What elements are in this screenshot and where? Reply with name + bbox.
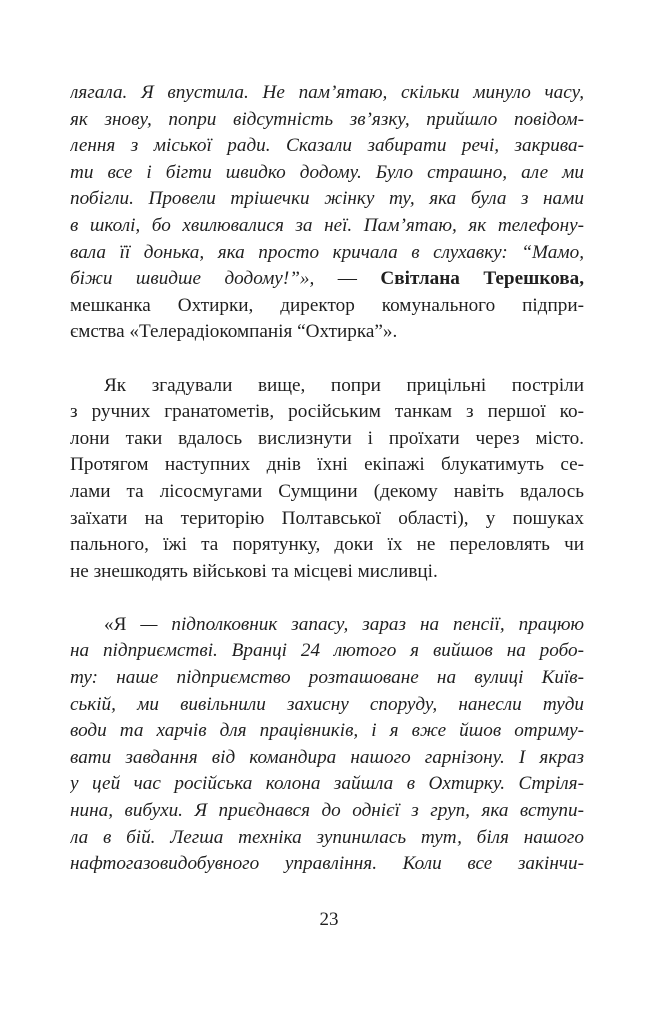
quote-paragraph-1 [70,80,584,346]
speaker-name: Світлана Терешкова, [380,268,584,290]
text-line: вала її донька, яка просто кричала в слухавку: “Мамо, [70,241,584,263]
speaker-description: мешканка Охтирки, директор комунального підпри- [70,294,584,316]
text-line: ти все і бігти швидко додому. Було страшно, але ми [70,161,584,183]
text-line: у цей час російська колона зайшла в Охтирку. Стріля- [70,773,584,795]
text-line: як знову, попри відсутність зв’язку, прийшло повідом- [70,108,584,130]
text-line: Протягом наступних днів їхні екіпажі блукатимуть се- [70,454,584,476]
page-body [70,80,584,878]
text-line: в школі, бо хвилювалися за неї. Пам’ятаю, як телефону- [70,214,584,236]
page-number: 23 [319,909,339,930]
attribution-line [70,266,584,293]
speaker-description: ємства «Телерадіокомпанія “Охтирка”». [70,321,398,343]
text-line: нафтогазовидобувного управління. Коли все закінчи- [70,853,584,875]
text-line: лення з міської ради. Сказали забирати речі, закрива- [70,135,584,157]
text-line: ла в бій. Легша техніка зупинилась тут, біля нашого [70,826,584,848]
text-line: ту: наше підприємство розташоване на вулиці Київ- [70,667,584,689]
text-line: вати завдання від командира нашого гарнізону. І якраз [70,746,584,768]
quote-ending: біжи швидше додому!”», [70,268,315,290]
quote-text: — підполковник запасу, зараз на пенсії, працюю [126,613,584,635]
opening-quote: «Я [104,613,127,635]
text-line: не знешкодять військові та місцеві мисливці. [70,560,438,582]
text-line: нина, вибухи. Я приєднався до однієї з груп, яка вступи- [70,800,584,822]
narrative-paragraph [70,373,584,586]
text-line: побігли. Провели трішечки жінку ту, яка була з нами [70,188,584,210]
text-line: лони таки вдалось вислизнути і проїхати через місто. [70,427,584,449]
text-line [70,612,584,639]
text-line: на підприємстві. Вранці 24 лютого я вийшов на робо- [70,640,584,662]
em-dash: — [314,268,381,290]
quote-paragraph-2 [70,612,584,878]
text-line: заїхати на територію Полтавської області), у пошуках [70,507,584,529]
text-line: Як згадували вище, попри прицільні постріли [104,374,584,396]
text-line: лягала. Я впустила. Не пам’ятаю, скільки минуло часу, [70,82,584,103]
paragraph-gap [70,585,584,612]
text-line: з ручних гранатометів, російським танкам з першої ко- [70,401,584,423]
text-line: ській, ми вивільнили захисну споруду, нанесли туди [70,693,584,715]
text-line: пального, їжі та порятунку, доки їх не переловлять чи [70,534,584,556]
text-line: лами та лісосмугами Сумщини (декому навіть вдалось [70,480,584,502]
paragraph-gap [70,346,584,373]
text-line: води та харчів для працівників, і я вже йшов отриму- [70,720,584,742]
